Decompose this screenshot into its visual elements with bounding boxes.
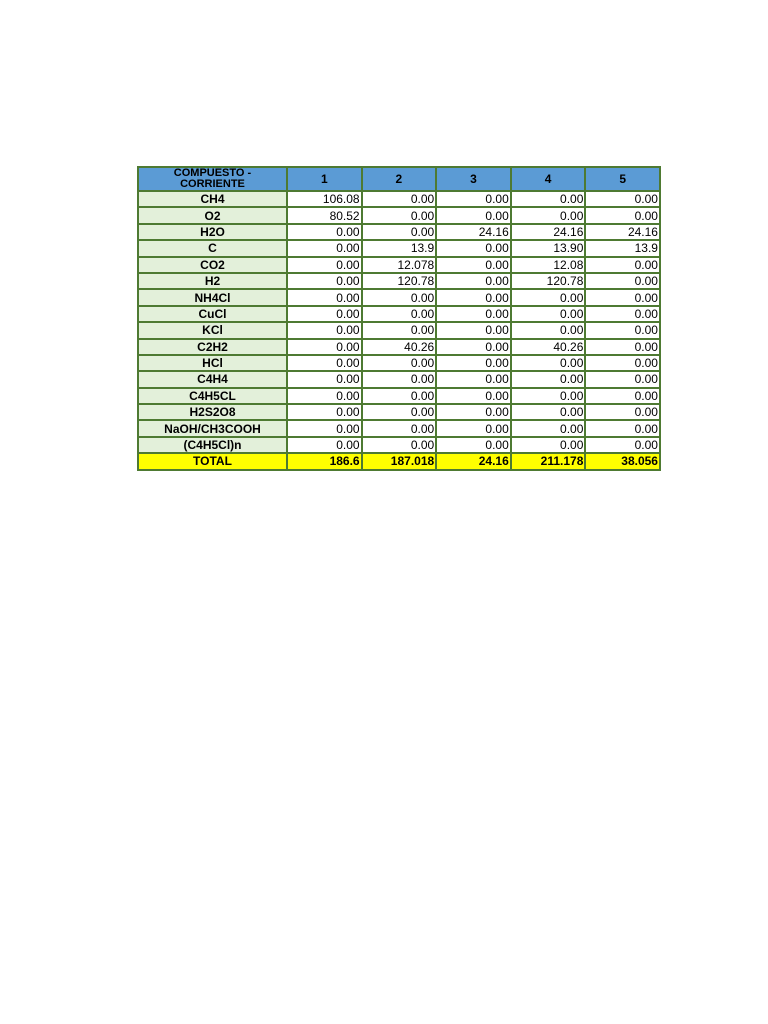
value-cell[interactable]: 0.00 xyxy=(287,437,362,453)
value-cell[interactable]: 0.00 xyxy=(436,257,511,273)
value-cell[interactable]: 0.00 xyxy=(287,273,362,289)
compound-name-cell[interactable]: H2O xyxy=(138,224,287,240)
value-cell[interactable]: 0.00 xyxy=(585,273,660,289)
value-cell[interactable]: 0.00 xyxy=(585,191,660,207)
value-cell[interactable]: 120.78 xyxy=(511,273,586,289)
value-cell[interactable]: 0.00 xyxy=(585,404,660,420)
compound-name-cell[interactable]: CuCl xyxy=(138,306,287,322)
table-row xyxy=(138,322,660,338)
total-row xyxy=(138,453,660,469)
compound-name-cell[interactable]: CO2 xyxy=(138,257,287,273)
value-cell[interactable]: 0.00 xyxy=(287,224,362,240)
value-cell[interactable]: 0.00 xyxy=(362,191,437,207)
value-cell[interactable]: 0.00 xyxy=(436,289,511,305)
value-cell[interactable]: 0.00 xyxy=(362,306,437,322)
value-cell[interactable]: 0.00 xyxy=(585,420,660,436)
value-cell[interactable]: 0.00 xyxy=(287,322,362,338)
stream-composition-table xyxy=(137,166,661,471)
value-cell[interactable]: 0.00 xyxy=(585,306,660,322)
value-cell[interactable]: 0.00 xyxy=(436,355,511,371)
value-cell[interactable]: 0.00 xyxy=(436,191,511,207)
value-cell[interactable]: 24.16 xyxy=(511,224,586,240)
value-cell[interactable]: 0.00 xyxy=(287,404,362,420)
value-cell[interactable]: 0.00 xyxy=(287,289,362,305)
value-cell[interactable]: 0.00 xyxy=(287,388,362,404)
total-value-cell[interactable]: 187.018 xyxy=(362,453,437,469)
compound-name-cell[interactable]: HCl xyxy=(138,355,287,371)
header-cell-stream[interactable]: 5 xyxy=(585,167,660,191)
total-value-cell[interactable]: 186.6 xyxy=(287,453,362,469)
header-cell-compound[interactable]: COMPUESTO - CORRIENTE xyxy=(138,167,287,191)
value-cell[interactable]: 0.00 xyxy=(511,306,586,322)
value-cell[interactable]: 0.00 xyxy=(287,355,362,371)
total-label-cell[interactable]: TOTAL xyxy=(138,453,287,469)
table-row xyxy=(138,355,660,371)
value-cell[interactable]: 0.00 xyxy=(511,322,586,338)
table-row xyxy=(138,289,660,305)
value-cell[interactable]: 12.08 xyxy=(511,257,586,273)
table-row xyxy=(138,404,660,420)
value-cell[interactable]: 13.9 xyxy=(585,240,660,256)
compound-name-cell[interactable]: NaOH/CH3COOH xyxy=(138,420,287,436)
table-row xyxy=(138,437,660,453)
table-row xyxy=(138,191,660,207)
value-cell[interactable]: 0.00 xyxy=(436,388,511,404)
value-cell[interactable]: 0.00 xyxy=(287,339,362,355)
value-cell[interactable]: 0.00 xyxy=(362,224,437,240)
value-cell[interactable]: 0.00 xyxy=(362,355,437,371)
compound-name-cell[interactable]: C xyxy=(138,240,287,256)
compound-name-cell[interactable]: H2S2O8 xyxy=(138,404,287,420)
table-row xyxy=(138,257,660,273)
value-cell[interactable]: 13.90 xyxy=(511,240,586,256)
value-cell[interactable]: 0.00 xyxy=(585,257,660,273)
value-cell[interactable]: 0.00 xyxy=(511,371,586,387)
value-cell[interactable]: 80.52 xyxy=(287,207,362,223)
value-cell[interactable]: 0.00 xyxy=(362,437,437,453)
value-cell[interactable]: 0.00 xyxy=(362,289,437,305)
value-cell[interactable]: 0.00 xyxy=(585,207,660,223)
value-cell[interactable]: 12.078 xyxy=(362,257,437,273)
value-cell[interactable]: 0.00 xyxy=(511,437,586,453)
value-cell[interactable]: 0.00 xyxy=(287,257,362,273)
header-row xyxy=(138,167,660,191)
value-cell[interactable]: 0.00 xyxy=(436,240,511,256)
total-value-cell[interactable]: 24.16 xyxy=(436,453,511,469)
compound-name-cell[interactable]: C4H4 xyxy=(138,371,287,387)
table-row xyxy=(138,207,660,223)
value-cell[interactable]: 40.26 xyxy=(362,339,437,355)
value-cell[interactable]: 0.00 xyxy=(585,339,660,355)
value-cell[interactable]: 0.00 xyxy=(287,371,362,387)
value-cell[interactable]: 0.00 xyxy=(436,437,511,453)
value-cell[interactable]: 0.00 xyxy=(511,420,586,436)
header-cell-stream[interactable]: 4 xyxy=(511,167,586,191)
table-row xyxy=(138,371,660,387)
value-cell[interactable]: 0.00 xyxy=(511,355,586,371)
value-cell[interactable]: 0.00 xyxy=(362,322,437,338)
table-row xyxy=(138,224,660,240)
value-cell[interactable]: 0.00 xyxy=(511,404,586,420)
value-cell[interactable]: 24.16 xyxy=(585,224,660,240)
compound-name-cell[interactable]: C4H5CL xyxy=(138,388,287,404)
compound-name-cell[interactable]: H2 xyxy=(138,273,287,289)
value-cell[interactable]: 0.00 xyxy=(362,388,437,404)
total-value-cell[interactable]: 211.178 xyxy=(511,453,586,469)
compound-name-cell[interactable]: CH4 xyxy=(138,191,287,207)
value-cell[interactable]: 40.26 xyxy=(511,339,586,355)
compound-name-cell[interactable]: NH4Cl xyxy=(138,289,287,305)
value-cell[interactable]: 0.00 xyxy=(585,371,660,387)
table-row xyxy=(138,388,660,404)
compound-name-cell[interactable]: KCl xyxy=(138,322,287,338)
compound-name-cell[interactable]: O2 xyxy=(138,207,287,223)
total-value-cell[interactable]: 38.056 xyxy=(585,453,660,469)
value-cell[interactable]: 0.00 xyxy=(362,420,437,436)
value-cell[interactable]: 0.00 xyxy=(585,388,660,404)
table-body xyxy=(138,191,660,470)
value-cell[interactable]: 0.00 xyxy=(436,371,511,387)
value-cell[interactable]: 0.00 xyxy=(436,404,511,420)
value-cell[interactable]: 0.00 xyxy=(436,322,511,338)
value-cell[interactable]: 0.00 xyxy=(436,273,511,289)
value-cell[interactable]: 0.00 xyxy=(511,191,586,207)
value-cell[interactable]: 0.00 xyxy=(287,306,362,322)
value-cell[interactable]: 0.00 xyxy=(362,371,437,387)
value-cell[interactable]: 0.00 xyxy=(585,437,660,453)
value-cell[interactable]: 0.00 xyxy=(436,306,511,322)
value-cell[interactable]: 106.08 xyxy=(287,191,362,207)
table-row xyxy=(138,306,660,322)
value-cell[interactable]: 0.00 xyxy=(511,289,586,305)
header-cell-stream[interactable]: 2 xyxy=(362,167,437,191)
value-cell[interactable]: 0.00 xyxy=(585,322,660,338)
compound-name-cell[interactable]: C2H2 xyxy=(138,339,287,355)
value-cell[interactable]: 0.00 xyxy=(287,420,362,436)
table-row xyxy=(138,240,660,256)
header-cell-stream[interactable]: 3 xyxy=(436,167,511,191)
value-cell[interactable]: 0.00 xyxy=(585,355,660,371)
value-cell[interactable]: 24.16 xyxy=(436,224,511,240)
value-cell[interactable]: 0.00 xyxy=(362,207,437,223)
value-cell[interactable]: 0.00 xyxy=(362,404,437,420)
value-cell[interactable]: 0.00 xyxy=(287,240,362,256)
value-cell[interactable]: 13.9 xyxy=(362,240,437,256)
table-row xyxy=(138,273,660,289)
header-cell-stream[interactable]: 1 xyxy=(287,167,362,191)
value-cell[interactable]: 0.00 xyxy=(511,207,586,223)
compound-name-cell[interactable]: (C4H5Cl)n xyxy=(138,437,287,453)
table-row xyxy=(138,339,660,355)
table-row xyxy=(138,420,660,436)
value-cell[interactable]: 0.00 xyxy=(511,388,586,404)
value-cell[interactable]: 0.00 xyxy=(436,420,511,436)
value-cell[interactable]: 0.00 xyxy=(436,339,511,355)
value-cell[interactable]: 0.00 xyxy=(436,207,511,223)
value-cell[interactable]: 0.00 xyxy=(585,289,660,305)
value-cell[interactable]: 120.78 xyxy=(362,273,437,289)
